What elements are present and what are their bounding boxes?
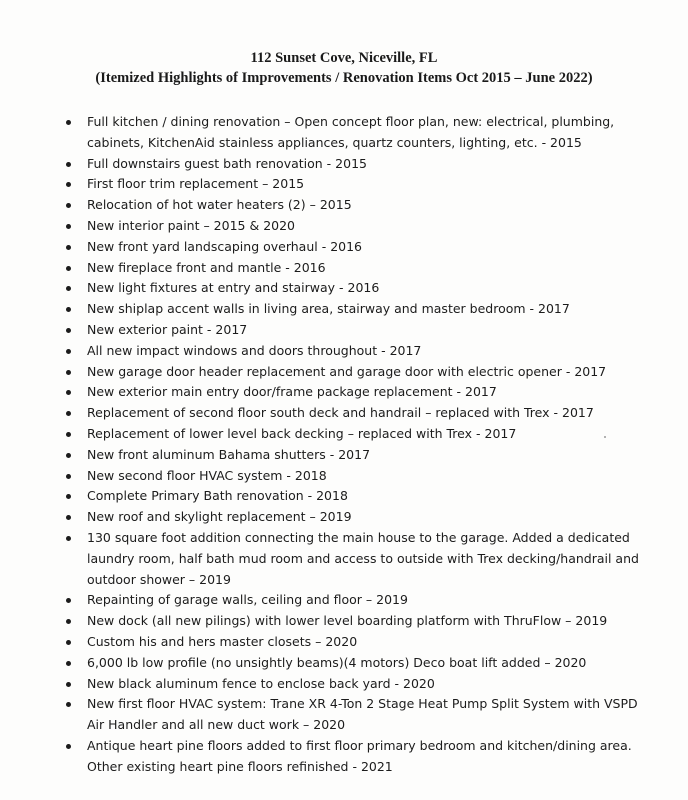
list-item-text: Antique heart pine floors added to first floor primary bedroom and kitchen/dining area. Other existing heart pine floors refinished - 2021 [87,737,632,774]
list-item-text: New exterior paint - 2017 [87,321,248,337]
list-item-text: New front yard landscaping overhaul - 2016 [87,238,363,254]
list-item [56,590,656,611]
bullet-icon [66,307,71,312]
bullet-icon [66,640,71,645]
bullet-icon [66,515,71,520]
list-item [56,507,656,528]
list-item-text: First floor trim replacement – 2015 [87,176,305,192]
document-title: 112 Sunset Cove, Niceville, FL [250,50,438,66]
bullet-icon [66,162,71,167]
list-item-text: New shiplap accent walls in living area, stairway and master bedroom - 2017 [87,301,570,317]
scan-speck [604,436,606,438]
list-item-text: New black aluminum fence to enclose back yard - 2020 [87,675,435,691]
bullet-icon [66,390,71,395]
bullet-icon [66,203,71,208]
list-item-text: New first floor HVAC system: Trane XR 4-Ton 2 Stage Heat Pump Split System with VSPD Air Handler and all new duct work – 2020 [87,696,638,733]
bullet-icon [66,494,71,499]
list-item [56,278,656,299]
list-item [56,341,656,362]
bullet-icon [66,474,71,479]
bullet-icon [66,536,71,541]
list-item-text: New second floor HVAC system - 2018 [87,467,327,483]
list-item-text: New front aluminum Bahama shutters - 2017 [87,446,371,462]
bullet-icon [66,411,71,416]
list-item-text: Full downstairs guest bath renovation - 2015 [87,155,367,171]
bullet-icon [66,744,71,749]
bullet-icon [66,661,71,666]
list-item-text: Replacement of second floor south deck and handrail – replaced with Trex - 2017 [87,405,594,421]
list-item-text: New exterior main entry door/frame package replacement - 2017 [87,384,497,400]
bullet-icon [66,182,71,187]
list-item [56,653,656,674]
list-item [56,486,656,507]
improvements-list [56,112,656,778]
list-item [56,299,656,320]
list-item-text: Full kitchen / dining renovation – Open concept floor plan, new: electrical, plumbing, cabinets, KitchenAid stainless appliances, quartz counters, lighting, etc. - 2015 [87,114,615,150]
list-item [56,466,656,487]
list-item-text: New roof and skylight replacement – 2019 [87,509,352,525]
bullet-icon [66,682,71,687]
bullet-icon [66,328,71,333]
list-item [56,424,656,445]
bullet-icon [66,245,71,250]
list-item [56,112,656,154]
list-item-text: Custom his and hers master closets – 2020 [87,633,358,649]
list-item [56,174,656,195]
list-item-text: New interior paint – 2015 & 2020 [87,217,296,233]
list-item [56,674,656,695]
list-item-text: 130 square foot addition connecting the main house to the garage. Added a dedicated laundry room, half bath mud room and access to outside with Trex decking/handrail and outdoor shower – 2019 [87,529,639,587]
list-item [56,237,656,258]
list-item [56,403,656,424]
list-item [56,611,656,632]
list-item [56,362,656,383]
list-item-text: New light fixtures at entry and stairway - 2016 [87,280,380,296]
bullet-icon [66,619,71,624]
document-subtitle: (Itemized Highlights of Improvements / Renovation Items Oct 2015 – June 2022) [95,70,593,86]
list-item [56,216,656,237]
list-item-text: New fireplace front and mantle - 2016 [87,259,326,275]
bullet-icon [66,432,71,437]
list-item-text: All new impact windows and doors throughout - 2017 [87,342,422,358]
list-item [56,195,656,216]
list-item [56,528,656,590]
bullet-icon [66,453,71,458]
list-item [56,382,656,403]
list-item [56,154,656,175]
bullet-icon [66,224,71,229]
bullet-icon [66,286,71,291]
list-item-text: New garage door header replacement and garage door with electric opener - 2017 [87,363,607,379]
list-item [56,694,656,736]
list-item [56,258,656,279]
list-item [56,445,656,466]
list-item-text: 6,000 lb low profile (no unsightly beams)(4 motors) Deco boat lift added – 2020 [87,654,587,670]
bullet-icon [66,266,71,271]
bullet-icon [66,349,71,354]
list-item-text: Repainting of garage walls, ceiling and floor – 2019 [87,592,408,608]
list-item-text: New dock (all new pilings) with lower level boarding platform with ThruFlow – 2019 [87,613,608,629]
bullet-icon [66,370,71,375]
list-item-text: Complete Primary Bath renovation - 2018 [87,488,348,504]
list-item-text: Replacement of lower level back decking – replaced with Trex - 2017 [87,425,517,441]
list-item [56,632,656,653]
list-item [56,736,656,778]
list-item [56,320,656,341]
list-item-text: Relocation of hot water heaters (2) – 2015 [87,197,352,213]
bullet-icon [66,598,71,603]
bullet-icon [66,120,71,125]
bullet-icon [66,702,71,707]
